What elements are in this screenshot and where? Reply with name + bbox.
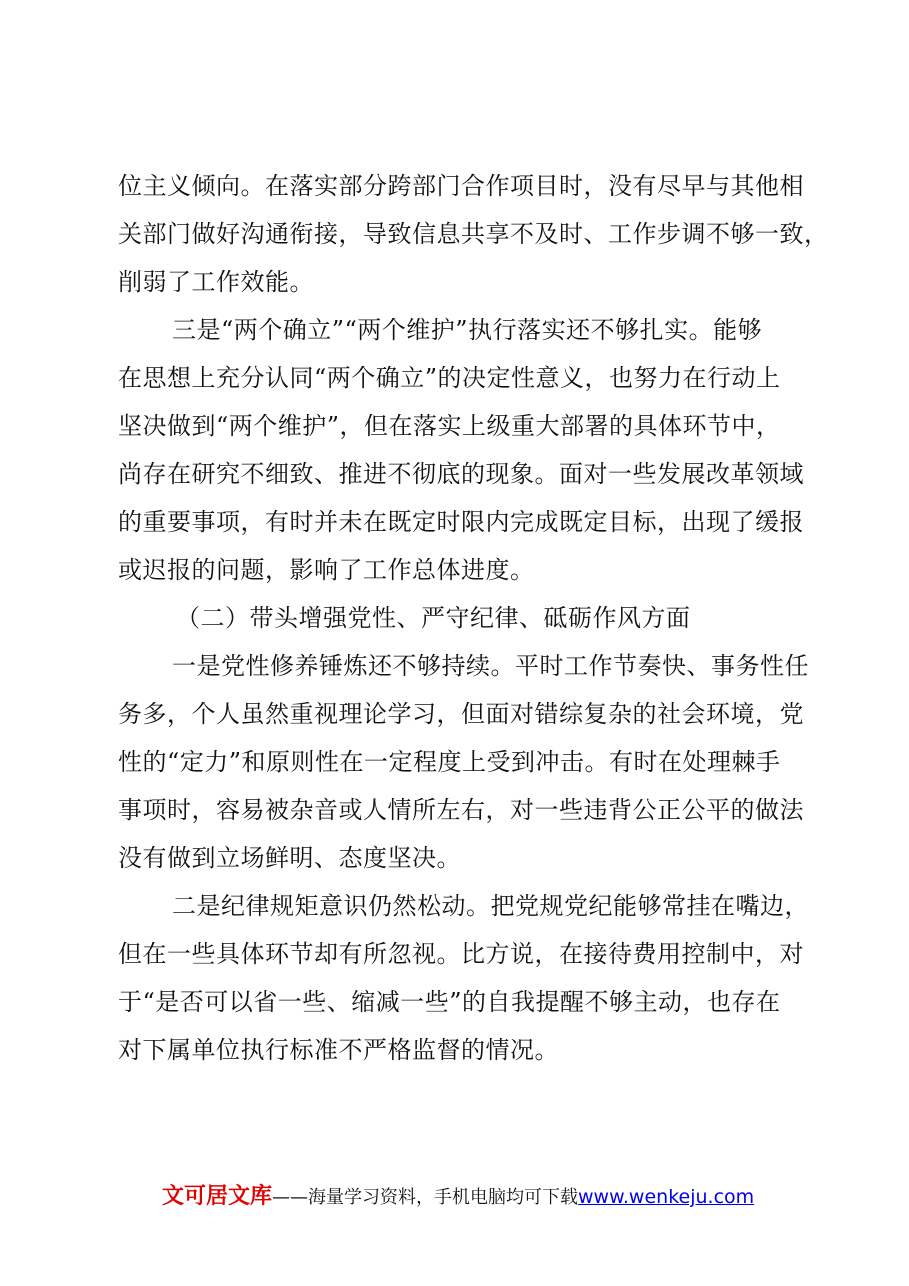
paragraph-line: 位主义倾向。在落实部分跨部门合作项目时，没有尽早与其他相: [118, 172, 804, 200]
paragraph-line: 务多，个人虽然重视理论学习，但面对错综复杂的社会环境，党: [118, 700, 804, 728]
section-heading: （二）带头增强党性、严守纪律、砥砺作风方面: [176, 604, 691, 632]
paragraph-line: 没有做到立场鲜明、态度坚决。: [118, 844, 461, 872]
paragraph-line: 尚存在研究不细致、推进不彻底的现象。面对一些发展改革领域: [118, 460, 804, 488]
document-body: [118, 162, 829, 1074]
footer-tagline: ——海量学习资料，手机电脑均可下载: [272, 1187, 579, 1208]
paragraph-line: 事项时，容易被杂音或人情所左右，对一些违背公正公平的做法: [118, 796, 804, 824]
paragraph-line: 二是纪律规矩意识仍然松动。把党规党纪能够常挂在嘴边，: [172, 892, 809, 920]
paragraph-line: 一是党性修养锤炼还不够持续。平时工作节奏快、事务性任: [172, 652, 809, 680]
footer-website-link[interactable]: www.wenkeju.com: [578, 1186, 755, 1208]
paragraph-line: 坚决做到“两个维护”，但在落实上级重大部署的具体环节中，: [118, 412, 781, 440]
paragraph-line: 的重要事项，有时并未在既定时限内完成既定目标，出现了缓报: [118, 508, 804, 536]
paragraph-line: 三是“两个确立”“两个维护”执行落实还不够扎实。能够: [172, 316, 763, 344]
page-footer: [162, 1180, 754, 1214]
paragraph-line: 削弱了工作效能。: [118, 268, 314, 296]
footer-brand: 文可居文库: [162, 1184, 273, 1209]
paragraph-line: 但在一些具体环节却有所忽视。比方说，在接待费用控制中，对: [118, 940, 804, 968]
paragraph-line: 于“是否可以省一些、缩减一些”的自我提醒不够主动，也存在: [118, 988, 781, 1016]
paragraph-line: 在思想上充分认同“两个确立”的决定性意义，也努力在行动上: [118, 364, 781, 392]
paragraph-line: 对下属单位执行标准不严格监督的情况。: [118, 1036, 559, 1064]
paragraph-line: 性的“定力”和原则性在一定程度上受到冲击。有时在处理棘手: [118, 748, 781, 776]
paragraph-line: 关部门做好沟通衔接，导致信息共享不及时、工作步调不够一致，: [118, 220, 829, 248]
paragraph-line: 或迟报的问题，影响了工作总体进度。: [118, 556, 535, 584]
